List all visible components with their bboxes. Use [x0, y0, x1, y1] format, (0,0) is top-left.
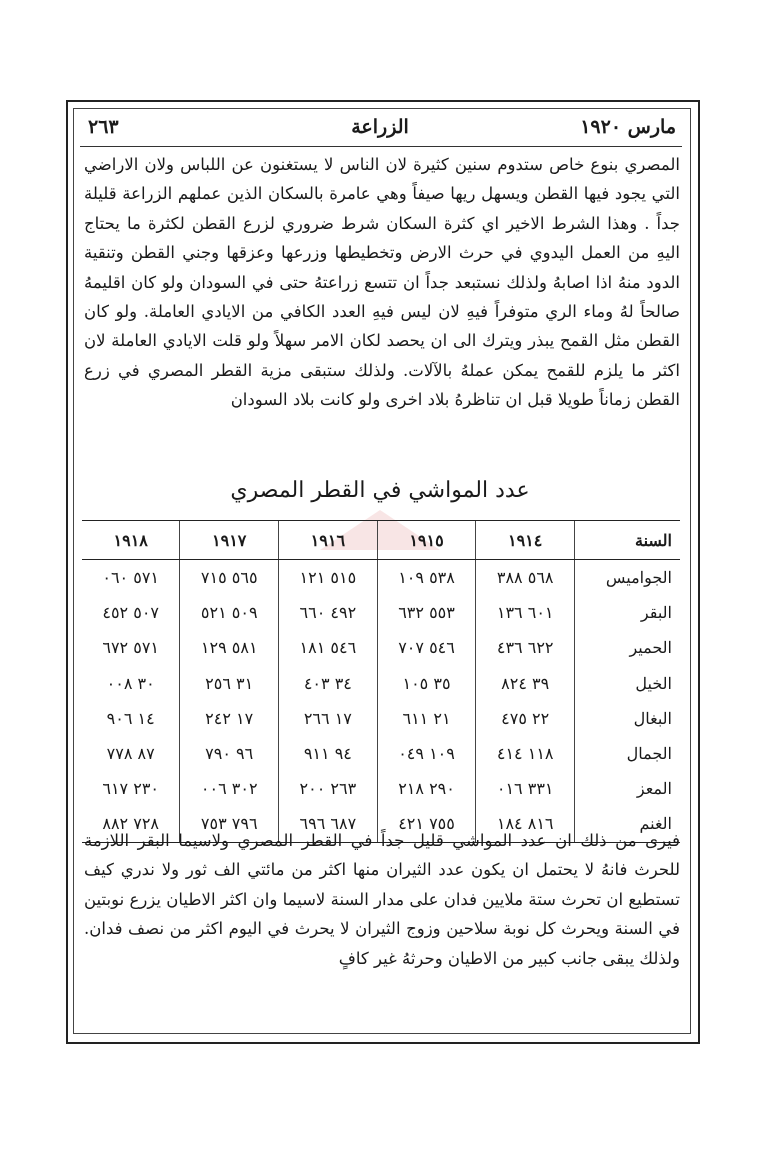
body-paragraph-1: المصري بنوع خاص ستدوم سنين كثيرة لان الناس لا يستغنون عن اللباس ولان الاراضي التي يجود فيها القطن ويسهل ريها صيفاً وهي عامرة بالسكان الذين عملهم الزراعة قليلة جداً . وهذا الشرط الاخير اي كثرة السكان شرط ضروري لزرع القطن لكثرة ما يحتاج اليهِ من العمل اليدوي في حرث الارض وتخطيطها وزرعها وعزقها وجني القطن وتنقية الدود منهُ اذا اصابهُ ولذلك نستبعد جداً ان تتسع زراعتهُ حتى في السودان ولو كان اقليمهُ صالحاً لهُ وماء الري متوفراً فيهِ لان ليس فيهِ العدد الكافي من الايادي العاملة. ولو كان القطن مثل القمح يبذر ويترك الى ان يحصد لكان الامر سهلاً ولو قلت الايادي العاملة لان اكثر ما يلزم للقمح يمكن عملهُ بالآلات. ولذلك ستبقى مزية القطر المصري في زرع القطن زماناً طويلا قبل ان تناظرهُ بلاد اخرى ولو كانت بلاد السودان	[84, 155, 680, 410]
header-date: مارس ١٩٢٠	[580, 116, 676, 138]
table-cell: ٣٠٢ ٠٠٦	[180, 771, 279, 806]
table-cell: ٥٤٦ ١٨١	[279, 630, 378, 665]
table-cell: ٥٧١ ٠٦٠	[82, 560, 180, 596]
table-row-label: الجواميس	[605, 568, 672, 588]
table-row-label: المعز	[636, 779, 672, 799]
table-body	[82, 560, 680, 843]
table-row-label: البقر	[640, 603, 672, 623]
livestock-table	[82, 520, 680, 843]
table-cell: ١١٨ ٤١٤	[476, 736, 575, 771]
table-cell: ٥٦٥ ٧١٥	[180, 560, 279, 596]
table-cell: ٩٤ ٩١١	[279, 736, 378, 771]
table-cell: ٥٠٧ ٤٥٢	[82, 595, 180, 630]
table-header-year: ١٩١٦	[279, 521, 378, 560]
table-row-label: الخيل	[635, 673, 672, 693]
table-header-year: ١٩١٨	[82, 521, 180, 560]
table-title: عدد المواشي في القطر المصري	[230, 478, 530, 503]
table-cell: ٢٦٣ ٢٠٠	[279, 771, 378, 806]
table-row	[82, 560, 680, 596]
table-cell: ٤٩٢ ٦٦٠	[279, 595, 378, 630]
table-cell: ٦٨٧ ٦٩٦	[279, 806, 378, 842]
table-cell: ٥٨١ ١٢٩	[180, 630, 279, 665]
table-cell: ٥٠٩ ٥٢١	[180, 595, 279, 630]
table-cell: ٦٢٢ ٤٣٦	[476, 630, 575, 665]
table-cell: ٣٤ ٤٠٣	[279, 666, 378, 701]
table-cell: ٣٣١ ٠١٦	[476, 771, 575, 806]
table-cell: ٣٥ ١٠٥	[377, 666, 476, 701]
table-cell: ٥٣٨ ١٠٩	[377, 560, 476, 596]
header-section-title: الزراعة	[351, 116, 409, 138]
table-cell: ٨٧ ٧٧٨	[82, 736, 180, 771]
table-cell: ٨١٦ ١٨٤	[476, 806, 575, 842]
table-cell: ٥٤٦ ٧٠٧	[377, 630, 476, 665]
table-header-year: ١٩١٧	[180, 521, 279, 560]
table-cell: ١٧ ٢٤٢	[180, 701, 279, 736]
table-header-row	[82, 521, 680, 560]
table-row	[82, 595, 680, 630]
body-paragraph-2: فيرى من ذلك ان عدد المواشي قليل جداً في القطر المصري ولاسيما البقر اللازمة للحرث فانهُ لا يحتمل ان يكون عدد الثيران منها اكثر من مائتي الف ثور ولا ندري كيف تستطيع ان تحرث ستة ملايين فدان على مدار السنة لاسيما وان اكثر الاطيان يزرع نوبتين في السنة ويحرث كل نوبة سلاحين وزوج الثيران لا يحرث في اليوم اكثر من نصف فدان. ولذلك يبقى جانب كبير من الاطيان وحرثهُ غير كافٍ	[84, 831, 680, 968]
table-cell: ١٧ ٢٦٦	[279, 701, 378, 736]
table-cell: ٥١٥ ١٢١	[279, 560, 378, 596]
table-row-label: البغال	[633, 708, 672, 728]
table-row-label: الجمال	[626, 744, 672, 764]
table-cell: ٢٢ ٤٧٥	[476, 701, 575, 736]
table-cell: ٩٦ ٧٩٠	[180, 736, 279, 771]
header-rule	[80, 146, 682, 147]
table-cell: ٦٠١ ١٣٦	[476, 595, 575, 630]
table-cell: ٧٩٦ ٧٥٣	[180, 806, 279, 842]
header-page-number: ٢٦٣	[88, 116, 119, 138]
table-header-label: السنة	[575, 521, 681, 560]
table-row-label: الغنم	[575, 806, 681, 842]
table-cell: ٣٩ ٨٢٤	[476, 666, 575, 701]
table-row	[82, 771, 680, 806]
table-row	[82, 630, 680, 665]
table-header-year: ١٩١٤	[476, 521, 575, 560]
table-cell: ٧٥٥ ٤٢١	[377, 806, 476, 842]
page-header	[80, 112, 680, 146]
table-cell: ١٤ ٩٠٦	[82, 701, 180, 736]
table-row-label: الحمير	[629, 638, 672, 658]
table-cell: ١٠٩ ٠٤٩	[377, 736, 476, 771]
table-cell: ٥٥٣ ٦٣٢	[377, 595, 476, 630]
table-cell: ٣١ ٢٥٦	[180, 666, 279, 701]
table-cell: ٣٠ ٠٠٨	[82, 666, 180, 701]
table-cell: ٥٦٨ ٣٨٨	[476, 560, 575, 596]
table-row	[82, 666, 680, 701]
table-row	[82, 736, 680, 771]
table-cell: ٥٧١ ٦٧٢	[82, 630, 180, 665]
table-cell: ٧٢٨ ٨٨٢	[82, 806, 180, 842]
table-cell: ٢٩٠ ٢١٨	[377, 771, 476, 806]
table-header-year: ١٩١٥	[377, 521, 476, 560]
table-row	[82, 701, 680, 736]
table-cell: ٢٣٠ ٦١٧	[82, 771, 180, 806]
table-cell: ٢١ ٦١١	[377, 701, 476, 736]
